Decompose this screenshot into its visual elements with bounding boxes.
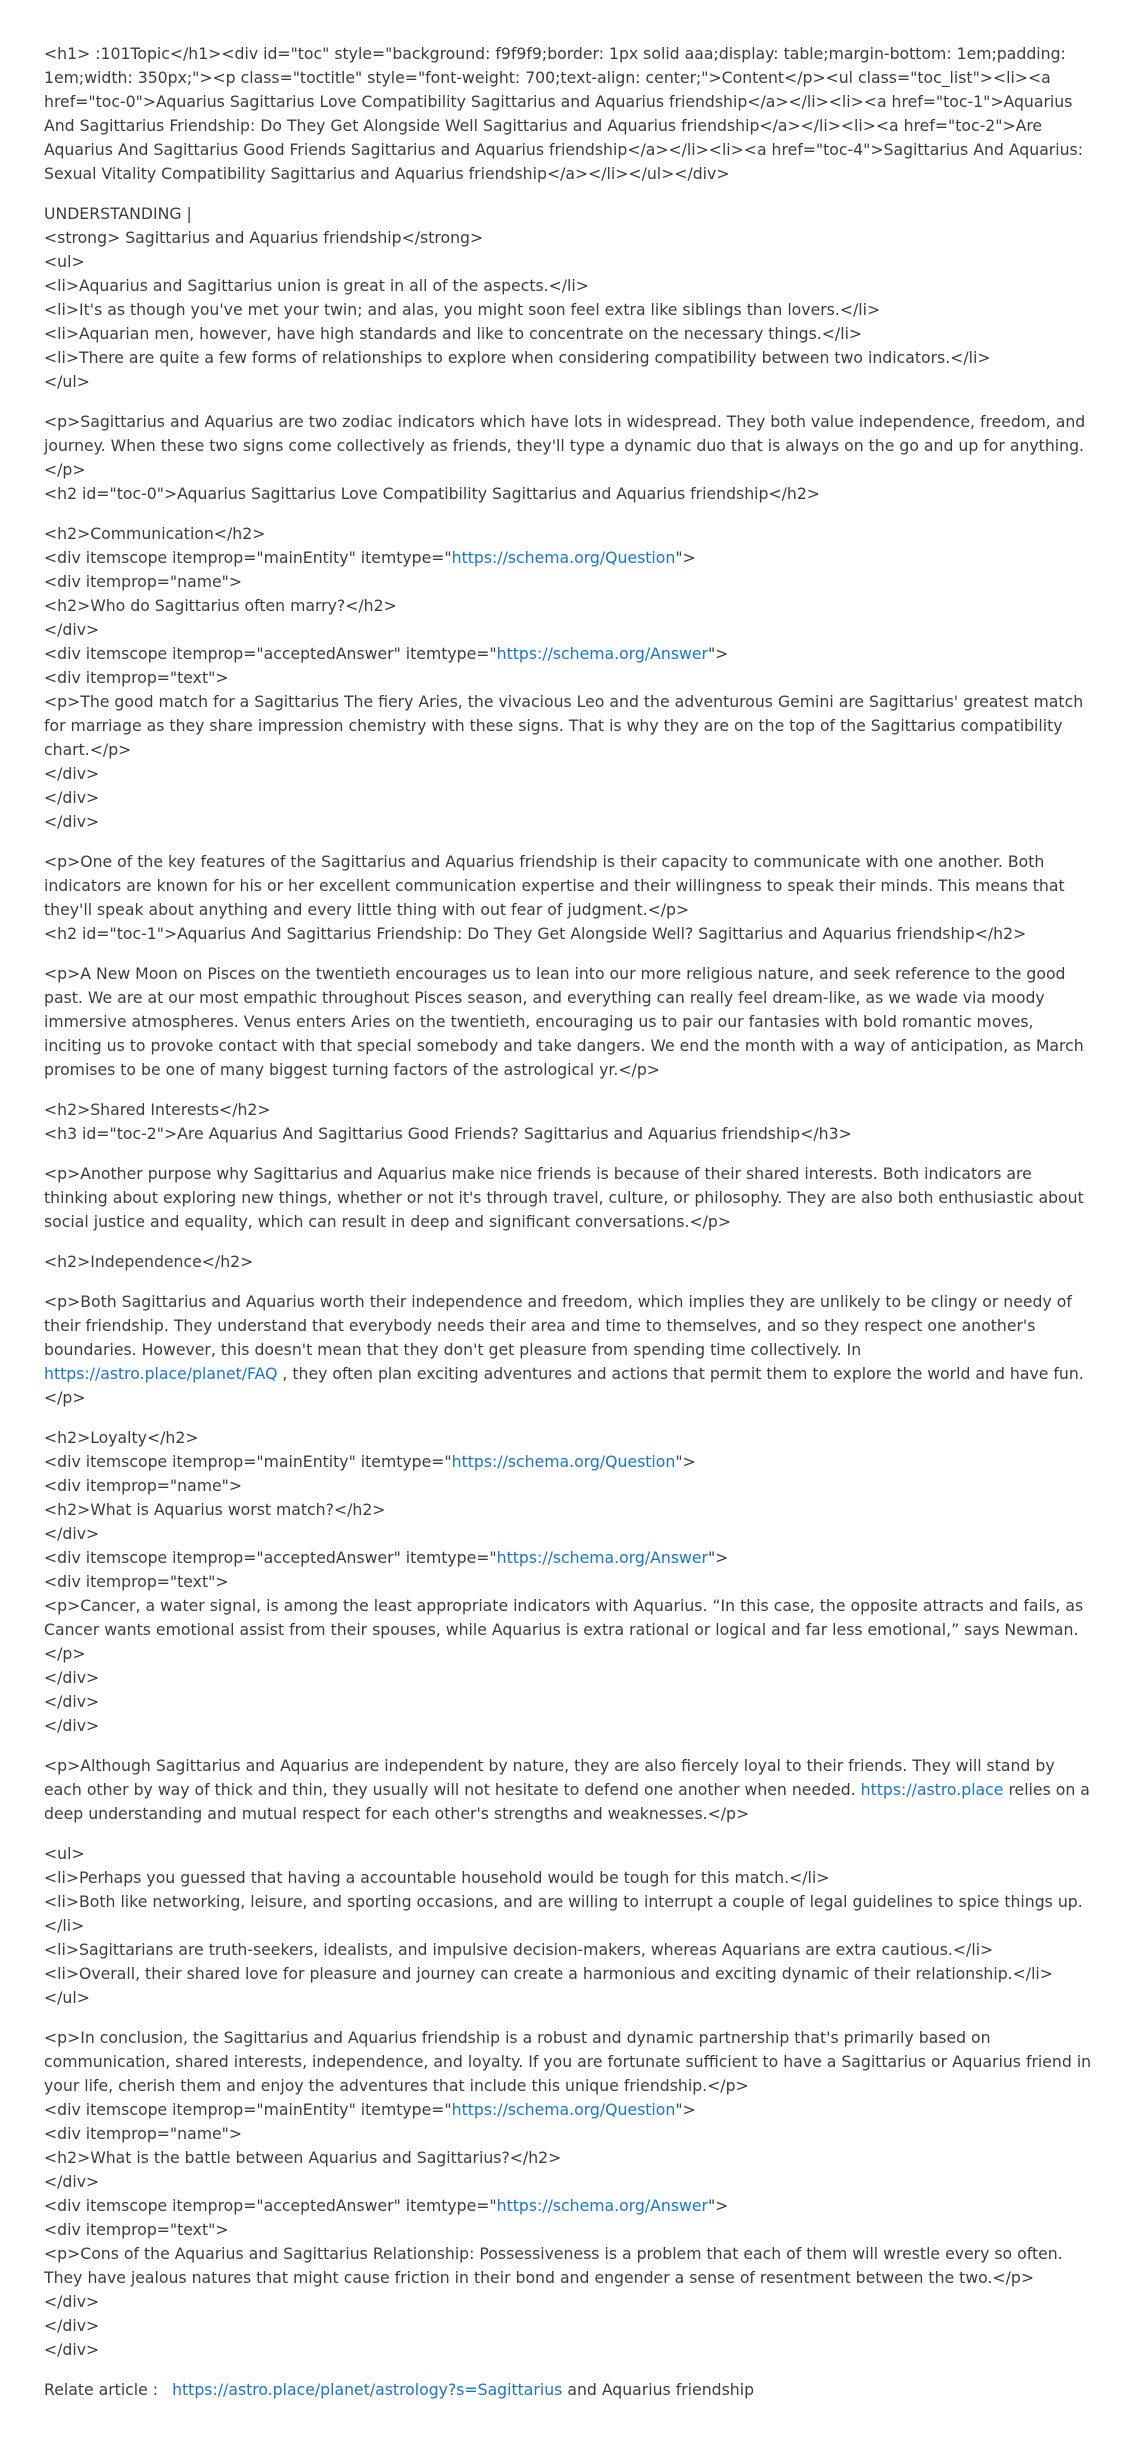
text-line — [44, 298, 1096, 322]
text-segment: </div> — [44, 2292, 100, 2311]
text-line — [44, 1546, 1096, 1570]
text-segment: "> — [675, 2100, 696, 2119]
text-line — [44, 1498, 1096, 1522]
text-line — [44, 1162, 1096, 1234]
text-block — [44, 202, 1096, 394]
text-line — [44, 250, 1096, 274]
text-block — [44, 1250, 1096, 1274]
text-line — [44, 1594, 1096, 1666]
text-segment: <h1> :101Topic</h1><div id="toc" style="background: f9f9f9;border: 1px solid aaa;display: table;margin-bottom: 1em;padding: 1em;width: 350px;"><p class="toctitle" style="font-weight: 700;text-align: center;">Content</p><ul class="toc_list"><li><a href="toc-0">Aquarius Sagittarius Love Compatibility Sagittarius and Aquarius friendship</a></li><li><a href="toc-1">Aquarius And Sagittarius Friendship: Do They Get Alongside Well Sagittarius and Aquarius friendship</a></li><li><a href="toc-2">Are Aquarius And Sagittarius Good Friends Sagittarius and Aquarius friendship</a></li><li><a href="toc-4">Sagittarius And Aquarius: Sexual Vitality Compatibility Sagittarius and Aquarius friendship</a></li></ul></div> — [44, 44, 1084, 183]
text-line — [44, 1250, 1096, 1274]
text-line — [44, 2122, 1096, 2146]
text-line — [44, 2098, 1096, 2122]
text-line — [44, 786, 1096, 810]
text-line — [44, 2146, 1096, 2170]
text-line — [44, 1962, 1096, 1986]
text-segment: <p>One of the key features of the Sagittarius and Aquarius friendship is their capacity to communicate with one another. Both indicators are known for his or her excellent communication expertise and their willingness to speak their minds. This means that they'll speak about anything and every little thing with out fear of judgment.</p> — [44, 852, 1065, 919]
text-line — [44, 2290, 1096, 2314]
inline-link[interactable]: https://schema.org/Answer — [496, 2196, 708, 2215]
text-segment: </div> — [44, 1716, 100, 1735]
text-line — [44, 1570, 1096, 1594]
text-line — [44, 202, 1096, 226]
text-block — [44, 410, 1096, 506]
text-line — [44, 1754, 1096, 1826]
text-segment: </div> — [44, 2316, 100, 2335]
text-block — [44, 962, 1096, 1082]
text-block — [44, 1098, 1096, 1146]
text-line — [44, 690, 1096, 762]
inline-link[interactable]: https://schema.org/Question — [451, 1452, 676, 1471]
text-block — [44, 522, 1096, 834]
text-line — [44, 410, 1096, 482]
text-segment: <p>The good match for a Sagittarius The fiery Aries, the vivacious Leo and the adventurous Gemini are Sagittarius' greatest match for marriage as they share impression chemistry with these signs. That is why they are on the top of the Sagittarius compatibility chart.</p> — [44, 692, 1084, 759]
inline-link[interactable]: https://schema.org/Question — [451, 548, 676, 567]
text-line — [44, 322, 1096, 346]
text-segment: <li>Aquarius and Sagittarius union is great in all of the aspects.</li> — [44, 276, 589, 295]
text-segment: </ul> — [44, 372, 90, 391]
text-segment: </div> — [44, 764, 100, 783]
text-segment: <p>Cons of the Aquarius and Sagittarius Relationship: Possessiveness is a problem that each of them will wrestle every so often. They have jealous natures that might cause friction in their bond and engender a sense of resentment between the two.</p> — [44, 2244, 1063, 2287]
inline-link[interactable]: https://schema.org/Answer — [496, 644, 708, 663]
text-block — [44, 1754, 1096, 1826]
text-block — [44, 850, 1096, 946]
text-line — [44, 666, 1096, 690]
text-block — [44, 1426, 1096, 1738]
text-block — [44, 1842, 1096, 2010]
text-line — [44, 1714, 1096, 1738]
text-line — [44, 482, 1096, 506]
text-line — [44, 1890, 1096, 1938]
text-line — [44, 922, 1096, 946]
relate-article-link[interactable]: https://astro.place/planet/astrology?s=Sagittarius — [172, 2380, 563, 2399]
text-segment: <p>Both Sagittarius and Aquarius worth their independence and freedom, which implies they are unlikely to be clingy or needy of their friendship. They understand that everybody needs their area and time to themselves, and so they respect one another's boundaries. However, this doesn't mean that they don't get pleasure from spending time collectively. In — [44, 1292, 1072, 1359]
text-line — [44, 1866, 1096, 1890]
text-line — [44, 762, 1096, 786]
text-line — [44, 2242, 1096, 2290]
text-segment: "> — [707, 644, 729, 663]
relate-article-suffix: and Aquarius friendship — [562, 2380, 755, 2399]
text-segment: <div itemprop="name"> — [44, 1476, 243, 1495]
text-segment: <p>Cancer, a water signal, is among the least appropriate indicators with Aquarius. “In this case, the opposite attracts and fails, as Cancer wants emotional assist from their spouses, while Aquarius is extra rational or logical and far less emotional,” says Newman.</p> — [44, 1596, 1084, 1663]
text-segment: <li>Both like networking, leisure, and sporting occasions, and are willing to interrupt a couple of legal guidelines to spice things up.</li> — [44, 1892, 1083, 1935]
text-line — [44, 1122, 1096, 1146]
text-segment: <h2>Loyalty</h2> — [44, 1428, 199, 1447]
text-segment: <h2>What is the battle between Aquarius and Sagittarius?</h2> — [44, 2148, 562, 2167]
text-segment: <p>Another purpose why Sagittarius and Aquarius make nice friends is because of their shared interests. Both indicators are thinking about exploring new things, whether or not it's through travel, culture, or philosophy. They are also both enthusiastic about social justice and equality, which can result in deep and significant conversations.</p> — [44, 1164, 1084, 1231]
text-segment: <div itemscope itemprop="acceptedAnswer" itemtype=" — [44, 2196, 497, 2215]
inline-link[interactable]: https://schema.org/Question — [451, 2100, 676, 2119]
text-line — [44, 370, 1096, 394]
text-line — [44, 274, 1096, 298]
text-segment: <li>Overall, their shared love for pleasure and journey can create a harmonious and exciting dynamic of their relationship.</li> — [44, 1964, 1053, 1983]
text-line — [44, 2194, 1096, 2218]
text-segment: <h2 id="toc-1">Aquarius And Sagittarius Friendship: Do They Get Alongside Well? Sagittarius and Aquarius friendship</h2> — [44, 924, 1027, 943]
text-segment: <div itemscope itemprop="mainEntity" itemtype=" — [44, 1452, 452, 1471]
text-segment: <p>Sagittarius and Aquarius are two zodiac indicators which have lots in widespread. They both value independence, freedom, and journey. When these two signs come collectively as friends, they'll type a dynamic duo that is always on the go and up for anything.</p> — [44, 412, 1086, 479]
text-segment: <li>Aquarian men, however, have high standards and like to concentrate on the necessary things.</li> — [44, 324, 863, 343]
text-segment: , they often plan exciting adventures and actions that permit them to explore the world and have fun.</p> — [44, 1364, 1084, 1407]
text-segment: <ul> — [44, 1844, 85, 1863]
text-segment: </ul> — [44, 1988, 90, 2007]
text-segment: <div itemprop="text"> — [44, 2220, 229, 2239]
text-segment: <h2>What is Aquarius worst match?</h2> — [44, 1500, 386, 1519]
text-segment: <h3 id="toc-2">Are Aquarius And Sagittarius Good Friends? Sagittarius and Aquarius friendship</h3> — [44, 1124, 852, 1143]
text-block — [44, 42, 1096, 186]
text-line — [44, 1098, 1096, 1122]
text-segment: <p>A New Moon on Pisces on the twentieth encourages us to lean into our more religious nature, and seek reference to the good past. We are at our most empathic throughout Pisces season, and everything can really feel dream-like, as we wade via moody immersive atmospheres. Venus enters Aries on the twentieth, encouraging us to pair our fantasies with bold romantic moves, inciting us to provoke contact with that special somebody and take dangers. We end the month with a way of anticipation, as March promises to be one of many biggest turning factors of the astrological yr.</p> — [44, 964, 1084, 1079]
text-line — [44, 522, 1096, 546]
text-line — [44, 2338, 1096, 2362]
text-segment: </div> — [44, 2172, 100, 2191]
text-line — [44, 2218, 1096, 2242]
text-line — [44, 2314, 1096, 2338]
text-line — [44, 810, 1096, 834]
text-line — [44, 642, 1096, 666]
relate-article — [44, 2378, 1096, 2402]
text-segment: <li>There are quite a few forms of relationships to explore when considering compatibility between two indicators.</li> — [44, 348, 991, 367]
text-line — [44, 1666, 1096, 1690]
text-line — [44, 618, 1096, 642]
text-line — [44, 1474, 1096, 1498]
text-segment: <div itemscope itemprop="acceptedAnswer" itemtype=" — [44, 644, 497, 663]
inline-link[interactable]: https://schema.org/Answer — [496, 1548, 708, 1567]
inline-link[interactable]: https://astro.place/planet/FAQ — [44, 1364, 278, 1383]
text-segment: <li>Perhaps you guessed that having a accountable household would be tough for this match.</li> — [44, 1868, 830, 1887]
text-line — [44, 594, 1096, 618]
text-line — [44, 42, 1096, 186]
text-block — [44, 1162, 1096, 1234]
text-segment: "> — [675, 1452, 696, 1471]
text-segment: <h2>Independence</h2> — [44, 1252, 254, 1271]
text-line — [44, 2170, 1096, 2194]
text-line — [44, 226, 1096, 250]
text-segment: "> — [675, 548, 696, 567]
text-segment: UNDERSTANDING | — [44, 204, 192, 223]
text-line — [44, 1522, 1096, 1546]
text-segment: <h2>Who do Sagittarius often marry?</h2> — [44, 596, 397, 615]
text-segment: </div> — [44, 1524, 100, 1543]
text-segment: <ul> — [44, 252, 85, 271]
inline-link[interactable]: https://astro.place — [860, 1780, 1004, 1799]
text-block — [44, 2026, 1096, 2362]
text-segment: relies on a deep understanding and mutual respect for each other's strengths and weaknesses.</p> — [44, 1780, 1090, 1823]
text-segment: <div itemscope itemprop="acceptedAnswer" itemtype=" — [44, 1548, 497, 1567]
text-line — [44, 546, 1096, 570]
text-line — [44, 1938, 1096, 1962]
text-line — [44, 850, 1096, 922]
text-segment: </div> — [44, 788, 100, 807]
text-segment: <div itemprop="name"> — [44, 2124, 243, 2143]
text-line — [44, 1450, 1096, 1474]
text-segment: "> — [707, 2196, 729, 2215]
text-segment: <h2 id="toc-0">Aquarius Sagittarius Love Compatibility Sagittarius and Aquarius friendship</h2> — [44, 484, 820, 503]
text-segment: </div> — [44, 1692, 100, 1711]
text-line — [44, 1690, 1096, 1714]
text-segment: <strong> Sagittarius and Aquarius friendship</strong> — [44, 228, 484, 247]
text-line — [44, 2026, 1096, 2098]
text-line — [44, 1426, 1096, 1450]
text-line — [44, 962, 1096, 1082]
text-line — [44, 346, 1096, 370]
text-block — [44, 1290, 1096, 1410]
text-segment: <div itemscope itemprop="mainEntity" itemtype=" — [44, 2100, 452, 2119]
text-segment: <p>Although Sagittarius and Aquarius are independent by nature, they are also fiercely loyal to their friends. They will stand by each other by way of thick and thin, they usually will not hesitate to defend one another when needed. — [44, 1756, 1055, 1799]
text-segment: </div> — [44, 2340, 100, 2359]
text-segment: <h2>Communication</h2> — [44, 524, 266, 543]
text-line — [44, 1842, 1096, 1866]
text-segment: <li>It's as though you've met your twin; and alas, you might soon feel extra like siblings than lovers.</li> — [44, 300, 881, 319]
text-segment: <div itemscope itemprop="mainEntity" itemtype=" — [44, 548, 452, 567]
text-segment: </div> — [44, 1668, 100, 1687]
text-segment: </div> — [44, 620, 100, 639]
text-segment: </div> — [44, 812, 100, 831]
text-segment: <p>In conclusion, the Sagittarius and Aquarius friendship is a robust and dynamic partnership that's primarily based on communication, shared interests, independence, and loyalty. If you are fortunate sufficient to have a Sagittarius or Aquarius friend in your life, cherish them and enjoy the adventures that include this unique friendship.</p> — [44, 2028, 1092, 2095]
article-body — [44, 42, 1096, 2362]
text-line — [44, 570, 1096, 594]
text-line — [44, 1290, 1096, 1410]
relate-article-label: Relate article : — [44, 2380, 159, 2399]
text-segment: "> — [707, 1548, 729, 1567]
text-segment: <div itemprop="text"> — [44, 668, 229, 687]
text-segment: <div itemprop="name"> — [44, 572, 243, 591]
text-segment: <div itemprop="text"> — [44, 1572, 229, 1591]
text-segment: <h2>Shared Interests</h2> — [44, 1100, 271, 1119]
text-line — [44, 1986, 1096, 2010]
text-segment: <li>Sagittarians are truth-seekers, idealists, and impulsive decision-makers, whereas Aquarians are extra cautious.</li> — [44, 1940, 994, 1959]
